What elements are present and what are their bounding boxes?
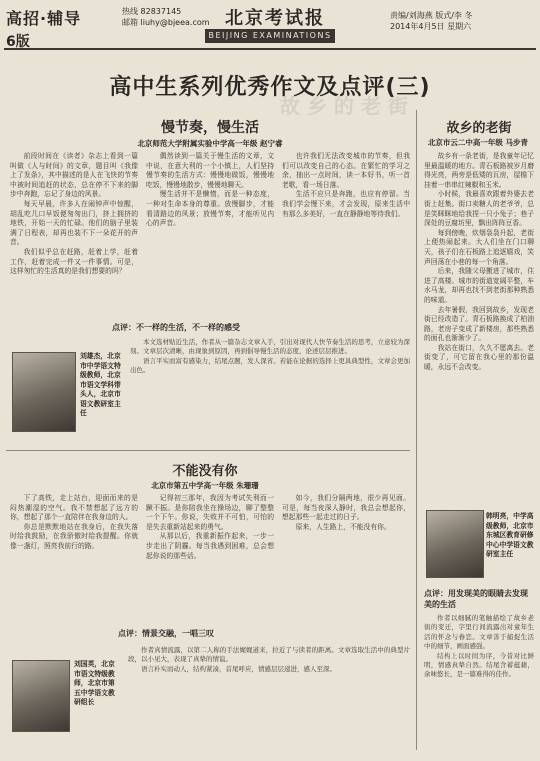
newspaper-name: 北京考试报	[225, 8, 325, 29]
article-2-review	[424, 614, 534, 750]
page-title-main: 高中生系列优秀作文及点评	[109, 75, 386, 100]
newspaper-logo	[210, 4, 340, 30]
page-title-number: (三)	[385, 75, 431, 100]
page-title	[0, 70, 540, 101]
section-label	[6, 6, 81, 51]
article-2-paragraph: 去年暑假，我回到故乡，发现老街已经改造了。青石板路换成了柏油路，老房子变成了新楼房，那些熟悉的面孔也渐渐少了。	[424, 305, 534, 343]
article-3-title: 不能没有你	[172, 464, 238, 479]
article-1-byline: 北京师范大学附属实验中学高一年级 赵宁睿	[137, 139, 283, 148]
article-1-paragraph: 我们似乎总在赶路，赶着上学，赶着工作，赶着完成一件又一件事情。可是，这样匆忙的生活真的是我们想要的吗？	[10, 247, 138, 276]
article-2-column	[424, 152, 534, 498]
review-paragraph: 作者真情流露，以第二人称的手法娓娓道来，拉近了与读者的距离。文章选取生活中的典型片段，以小见大，表现了真挚的情谊。	[128, 646, 410, 664]
newspaper-banner: BEIJING EXAMINATIONS	[205, 29, 335, 43]
review-paragraph: 语言平实而富有感染力，结尾点题，发人深省。若能在论据的选择上更具典型性，文章会更加出色。	[130, 356, 410, 375]
article-1-review	[130, 338, 410, 440]
teacher-2-caption: 韩明亮，中学高级教师，北京市东城区教育研修中心中学语文教研室主任	[486, 512, 534, 558]
article-2-paragraph: 故乡有一条老街，是我童年记忆里最温暖的地方。青石板路被岁月磨得光亮，两旁是低矮的瓦房，屋檐下挂着一串串红辣椒和玉米。	[424, 152, 534, 189]
issue-info	[390, 10, 472, 32]
review-paragraph: 结构上以时间为序，今昔对比鲜明，情感真挚自然。结尾含蓄蕴藉，余味悠长，是一篇难得的佳作。	[424, 651, 534, 679]
article-1-paragraph: 慢生活并不是懒惰，而是一种态度，一种对生命本身的尊重。放慢脚步，才能看清路边的风景；放慢节奏，才能听见内心的声音。	[146, 190, 274, 228]
hotline: 热线 82837145	[122, 7, 182, 16]
article-3-paragraph: 从那以后，我重新振作起来，一步一步走出了阴霾。每当我遇到困难，总会想起你说的那些话。	[146, 532, 274, 560]
article-3-paragraph: 如今，我们分隔两地，很少再见面。可是，每当夜深人静时，我总会想起你，想起那些一起走过的日子。	[282, 494, 410, 522]
date-line: 2014年4月5日 星期六	[390, 22, 472, 31]
article-3-column-1	[10, 494, 138, 618]
article-3-paragraph: 你总是默默地站在我身后，在我失落时给我鼓励，在我骄傲时给我提醒。你就像一盏灯，照亮我前行的路。	[10, 522, 138, 550]
masthead	[0, 0, 540, 50]
ghost-heading: 故 乡 的 老 街	[280, 94, 408, 118]
article-1-paragraph: 也许我们无法改变城市的节奏，但我们可以改变自己的心态。在繁忙的学习之余，抽出一点时间，读一本好书，听一首老歌，看一场日落。	[282, 152, 410, 189]
teacher-2-photo	[426, 510, 484, 578]
article-2-byline: 北京市云二中高一年级 马步青	[427, 138, 529, 147]
review-paragraph: 语言朴实而动人，结构紧凑，首尾呼应，情感层层递进，感人至深。	[141, 664, 336, 673]
article-3-paragraph: 原来，人生路上，不能没有你。	[295, 522, 391, 531]
article-3-column-2	[146, 494, 274, 618]
column-divider	[416, 110, 417, 750]
email: 邮箱 liuhy@bjeea.com	[122, 18, 210, 27]
teacher-1-caption: 刘雄杰，北京市中学语文特级教师，北京市语文学科带头人，北京市语文教研室主任	[80, 352, 121, 417]
teacher-1-photo	[12, 352, 76, 432]
article-2-paragraph: 我站在街口，久久不愿离去。老街变了，可它留在我心里的那份温暖，永远不会改变。	[424, 343, 534, 372]
article-2-paragraph: 后来，我随父母搬进了城市，住进了高楼。城市的街道宽阔平整，车水马龙，却再也找不到老街那种熟悉的味道。	[424, 267, 534, 304]
article-1-title: 慢节奏，慢生活	[161, 120, 259, 136]
article-3-paragraph: 记得初三那年，我因为考试失利而一蹶不振。是你陪我坐在操场边，聊了整整一个下午。你说，失败并不可怕，可怕的是失去重新站起来的勇气。	[146, 494, 274, 531]
section-title: 高招·辅导	[6, 9, 82, 28]
review-paragraph: 本文选材贴近生活，作者从一篇杂志文章入手，引出对现代人快节奏生活的思考，立意较为深刻。文章层次清晰，由现象到原因，再到倡导慢生活的态度，论述层层推进。	[130, 338, 410, 356]
editor-line: 责编/刘海燕 版式/李 冬	[390, 11, 473, 20]
page-number: 6版	[6, 34, 30, 50]
review-paragraph: 作者以细腻的笔触描绘了故乡老街的变迁，字里行间流露出对童年生活的怀念与眷恋。文章善于捕捉生活中的细节，画面感强。	[424, 614, 534, 651]
article-1-paragraph: 偶然读到一篇关于慢生活的文章，文中说，在意大利的一个小镇上，人们坚持慢节奏的生活方式：慢慢地做饭，慢慢地吃饭，慢慢地散步，慢慢地聊天。	[146, 152, 274, 189]
article-3-byline: 北京市第五中学高一年级 朱珊珊	[151, 481, 259, 490]
article-1-column-1	[10, 152, 138, 312]
article-2-review-title: 点评：用发现美的眼睛去发现美的生活	[424, 589, 528, 609]
article-1-paragraph: 前段时间在《读者》杂志上看到一篇叫做《人与时间》的文章，题目叫《我像上了发条》，其中描述的是人在飞快的节奏中被时间追赶的状态，总在停不下来的脚步中奔跑，忘记了身边的风景。	[10, 152, 138, 199]
article-3-review	[128, 646, 410, 750]
article-1-paragraph: 每天早晨，许多人在闹钟声中惊醒，胡乱吃几口早饭便匆匆出门，挤上拥挤的地铁，开始一天的忙碌。他们的脑子里装满了日程表，却再也装不下一朵花开的声音。	[10, 199, 138, 247]
article-3-review-title: 点评：情景交融，一唱三叹	[118, 629, 214, 638]
teacher-3-photo	[12, 660, 70, 732]
article-1-review-title: 点评：不一样的生活，不一样的感受	[112, 323, 240, 332]
article-1-column-2	[146, 152, 274, 312]
teacher-3-caption: 刘国英，北京市语文特级教师，北京市第五中学语文教研组长	[74, 660, 115, 706]
article-1-column-3	[282, 152, 410, 312]
article-3-paragraph: 下了高铁，走上站台，迎面而来的是闷热潮湿的空气。我不禁想起了远方的你，想起了那个一直陪伴在我身边的人。	[10, 494, 138, 522]
article-2-paragraph: 小时候，我最喜欢跟着外婆去老街上赶集。街口卖糖人的老爷爷，总是笑眯眯地给我捏一只小兔子；巷子深处的豆腐坊里，飘出阵阵豆香。	[424, 190, 534, 228]
section-divider	[6, 450, 410, 451]
contact-info	[122, 6, 210, 28]
article-2-title: 故乡的老街	[446, 121, 512, 136]
article-1-paragraph: 生活不应只是奔跑，也应有停留。当我们学会慢下来，才会发现，原来生活中有那么多美好，一直在静静地等待我们。	[282, 190, 410, 218]
article-2-paragraph: 每到傍晚，炊烟袅袅升起，老街上便热闹起来。大人们坐在门口聊天，孩子们在石板路上追逐嬉戏，笑声回荡在小巷的每一个角落。	[424, 228, 534, 266]
masthead-rule	[4, 48, 536, 50]
article-3-column-3	[282, 494, 410, 618]
